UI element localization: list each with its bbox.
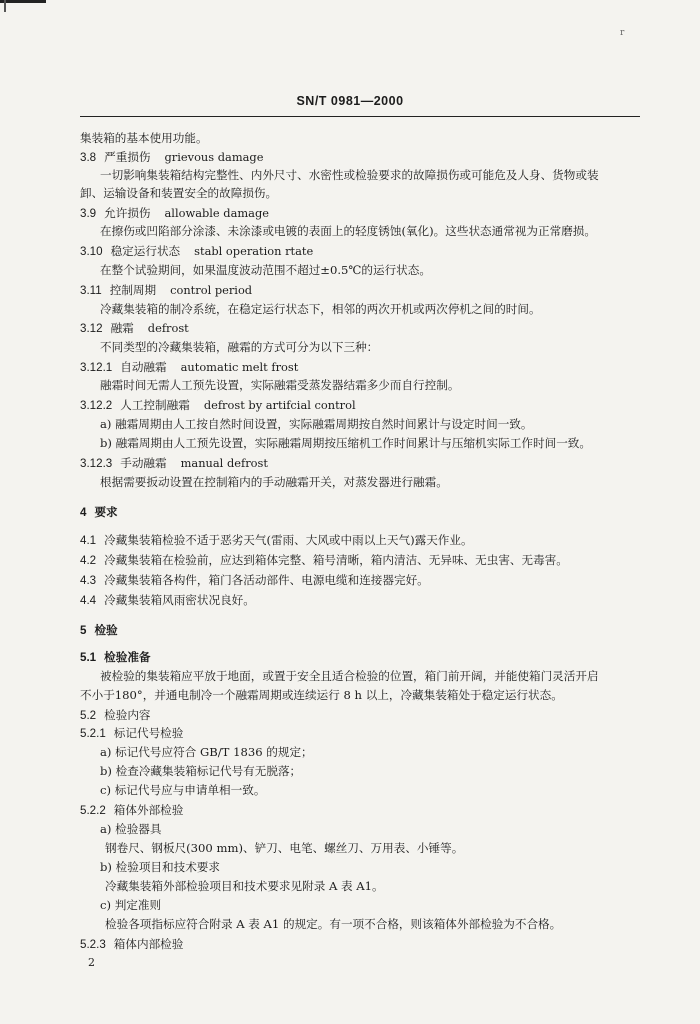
list-item: b) 检验项目和技术要求	[100, 860, 220, 874]
para-line: 检验各项指标应符合附录 A 表 A1 的规定。有一项不合格，则该箱体外部检验为不合格。	[105, 917, 562, 931]
clause-title: 箱体内部检验	[113, 937, 184, 951]
para-line: 钢卷尺、钢板尺(300 mm)、铲刀、电笔、螺丝刀、万用表、小锤等。	[105, 841, 464, 855]
section-title: 检验	[94, 623, 118, 637]
list-item: c) 判定准则	[100, 898, 162, 912]
list-item: a) 融霜周期由人工按自然时间设置，实际融霜周期按自然时间累计与设定时间一致。	[100, 417, 533, 431]
list-item: a) 检验器具	[100, 822, 162, 836]
clause-number: 3.10	[80, 245, 103, 258]
clause-4-4	[80, 593, 255, 608]
clause-3-8	[80, 150, 263, 165]
list-item: a) 标记代号应符合 GB/T 1836 的规定；	[100, 745, 313, 759]
para-line: 冷藏集装箱的制冷系统，在稳定运行状态下，相邻的两次开机或两次停机之间的时间。	[100, 302, 541, 316]
clause-3-12-1	[80, 360, 298, 375]
section-number: 4	[80, 506, 87, 519]
clause-number: 5.2	[80, 709, 97, 722]
page-number: 2	[88, 956, 95, 969]
clause-term-en: defrost by artifcial control	[203, 398, 356, 412]
clause-number: 4.3	[80, 574, 97, 587]
clause-number: 4.4	[80, 594, 97, 607]
list-item: c) 标记代号应与申请单相一致。	[100, 783, 266, 797]
clause-5-2	[80, 708, 151, 723]
para-line: 不小于180°，并通电制冷一个融霜周期或连续运行 8 h 以上，冷藏集装箱处于稳定运行状态。	[80, 688, 563, 702]
clause-number: 3.8	[80, 151, 97, 164]
para-line: 集装箱的基本使用功能。	[80, 131, 208, 145]
clause-number: 3.9	[80, 207, 97, 220]
clause-3-11	[80, 283, 252, 298]
clause-term-en: allowable damage	[164, 206, 269, 220]
section-4-heading	[80, 505, 118, 520]
clause-4-1	[80, 533, 473, 548]
clause-term: 融霜	[110, 321, 134, 335]
clause-term: 严重损伤	[104, 150, 151, 164]
para-line: 被检验的集装箱应平放于地面，或置于安全且适合检验的位置，箱门前开阔，并能使箱门灵活开启	[100, 669, 599, 683]
clause-number: 3.12	[80, 322, 103, 335]
clause-term: 手动融霜	[120, 456, 167, 470]
clause-number: 4.2	[80, 554, 97, 567]
clause-3-12-2	[80, 398, 356, 413]
clause-term-en: stabl operation rtate	[194, 244, 314, 258]
clause-number: 5.2.1	[80, 727, 106, 740]
list-item: b) 融霜周期由人工预先设置，实际融霜周期按压缩机工作时间累计与压缩机实际工作时间一致。	[100, 436, 591, 450]
clause-number: 3.11	[80, 284, 102, 297]
para-line: 一切影响集装箱结构完整性、内外尺寸、水密性或检验要求的故障损伤或可能危及人身、货物或装	[100, 168, 599, 182]
clause-5-2-3	[80, 937, 183, 952]
para-line: 在擦伤或凹陷部分涂漆、未涂漆或电镀的表面上的轻度锈蚀(氧化)。这些状态通常视为正常磨损。	[100, 224, 596, 238]
clause-3-10	[80, 244, 313, 259]
section-5-heading	[80, 623, 118, 638]
clause-term-en: control period	[170, 283, 253, 297]
clause-number: 3.12.1	[80, 361, 113, 374]
scan-edge-mark	[4, 0, 6, 12]
clause-4-2	[80, 553, 568, 568]
scan-corner-mark	[0, 0, 46, 3]
clause-term-en: automatic melt frost	[180, 360, 299, 374]
clause-text: 冷藏集装箱在检验前，应达到箱体完整、箱号清晰，箱内清洁、无异味、无虫害、无毒害。	[104, 553, 568, 567]
clause-number: 3.12.2	[80, 399, 113, 412]
clause-3-9	[80, 206, 269, 221]
clause-text: 冷藏集装箱检验不适于恶劣天气(雷雨、大风或中雨以上天气)露天作业。	[104, 533, 473, 547]
corner-glyph: r	[620, 28, 625, 38]
para-line: 在整个试验期间，如果温度波动范围不超过±0.5℃的运行状态。	[100, 263, 431, 277]
list-item: b) 检查冷藏集装箱标记代号有无脱落；	[100, 764, 302, 778]
clause-text: 冷藏集装箱各构件，箱门各活动部件、电源电缆和连接器完好。	[104, 573, 429, 587]
clause-text: 冷藏集装箱风雨密状况良好。	[104, 593, 255, 607]
clause-term-en: manual defrost	[180, 456, 268, 470]
clause-term: 稳定运行状态	[110, 244, 181, 258]
clause-title: 箱体外部检验	[113, 803, 184, 817]
para-line: 卸、运输设备和装置安全的故障损伤。	[80, 186, 278, 200]
clause-term: 人工控制融霜	[120, 398, 190, 412]
header-rule	[80, 116, 640, 117]
clause-term: 允许损伤	[104, 206, 151, 220]
clause-3-12	[80, 321, 189, 336]
clause-number: 5.2.2	[80, 804, 106, 817]
para-line: 冷藏集装箱外部检验项目和技术要求见附录 A 表 A1。	[105, 879, 384, 893]
clause-term-en: defrost	[147, 321, 189, 335]
clause-title: 检验准备	[104, 650, 151, 664]
clause-title: 检验内容	[104, 708, 151, 722]
clause-number: 5.1	[80, 651, 97, 664]
clause-number: 3.12.3	[80, 457, 113, 470]
standard-number-header: SN/T 0981—2000	[296, 94, 404, 108]
clause-5-1	[80, 650, 151, 665]
section-title: 要求	[94, 505, 118, 519]
clause-term: 控制周期	[109, 283, 157, 297]
para-line: 融霜时间无需人工预先设置，实际融霜受蒸发器结霜多少而自行控制。	[100, 378, 460, 392]
clause-term-en: grievous damage	[164, 150, 264, 164]
clause-number: 4.1	[80, 534, 97, 547]
clause-3-12-3	[80, 456, 268, 471]
section-number: 5	[80, 624, 87, 637]
clause-4-3	[80, 573, 429, 588]
clause-number: 5.2.3	[80, 938, 106, 951]
para-line: 根据需要扳动设置在控制箱内的手动融霜开关，对蒸发器进行融霜。	[100, 475, 448, 489]
clause-term: 自动融霜	[120, 360, 167, 374]
clause-title: 标记代号检验	[113, 726, 184, 740]
clause-5-2-1	[80, 726, 183, 741]
clause-5-2-2	[80, 803, 183, 818]
para-line: 不同类型的冷藏集装箱，融霜的方式可分为以下三种：	[100, 340, 379, 354]
